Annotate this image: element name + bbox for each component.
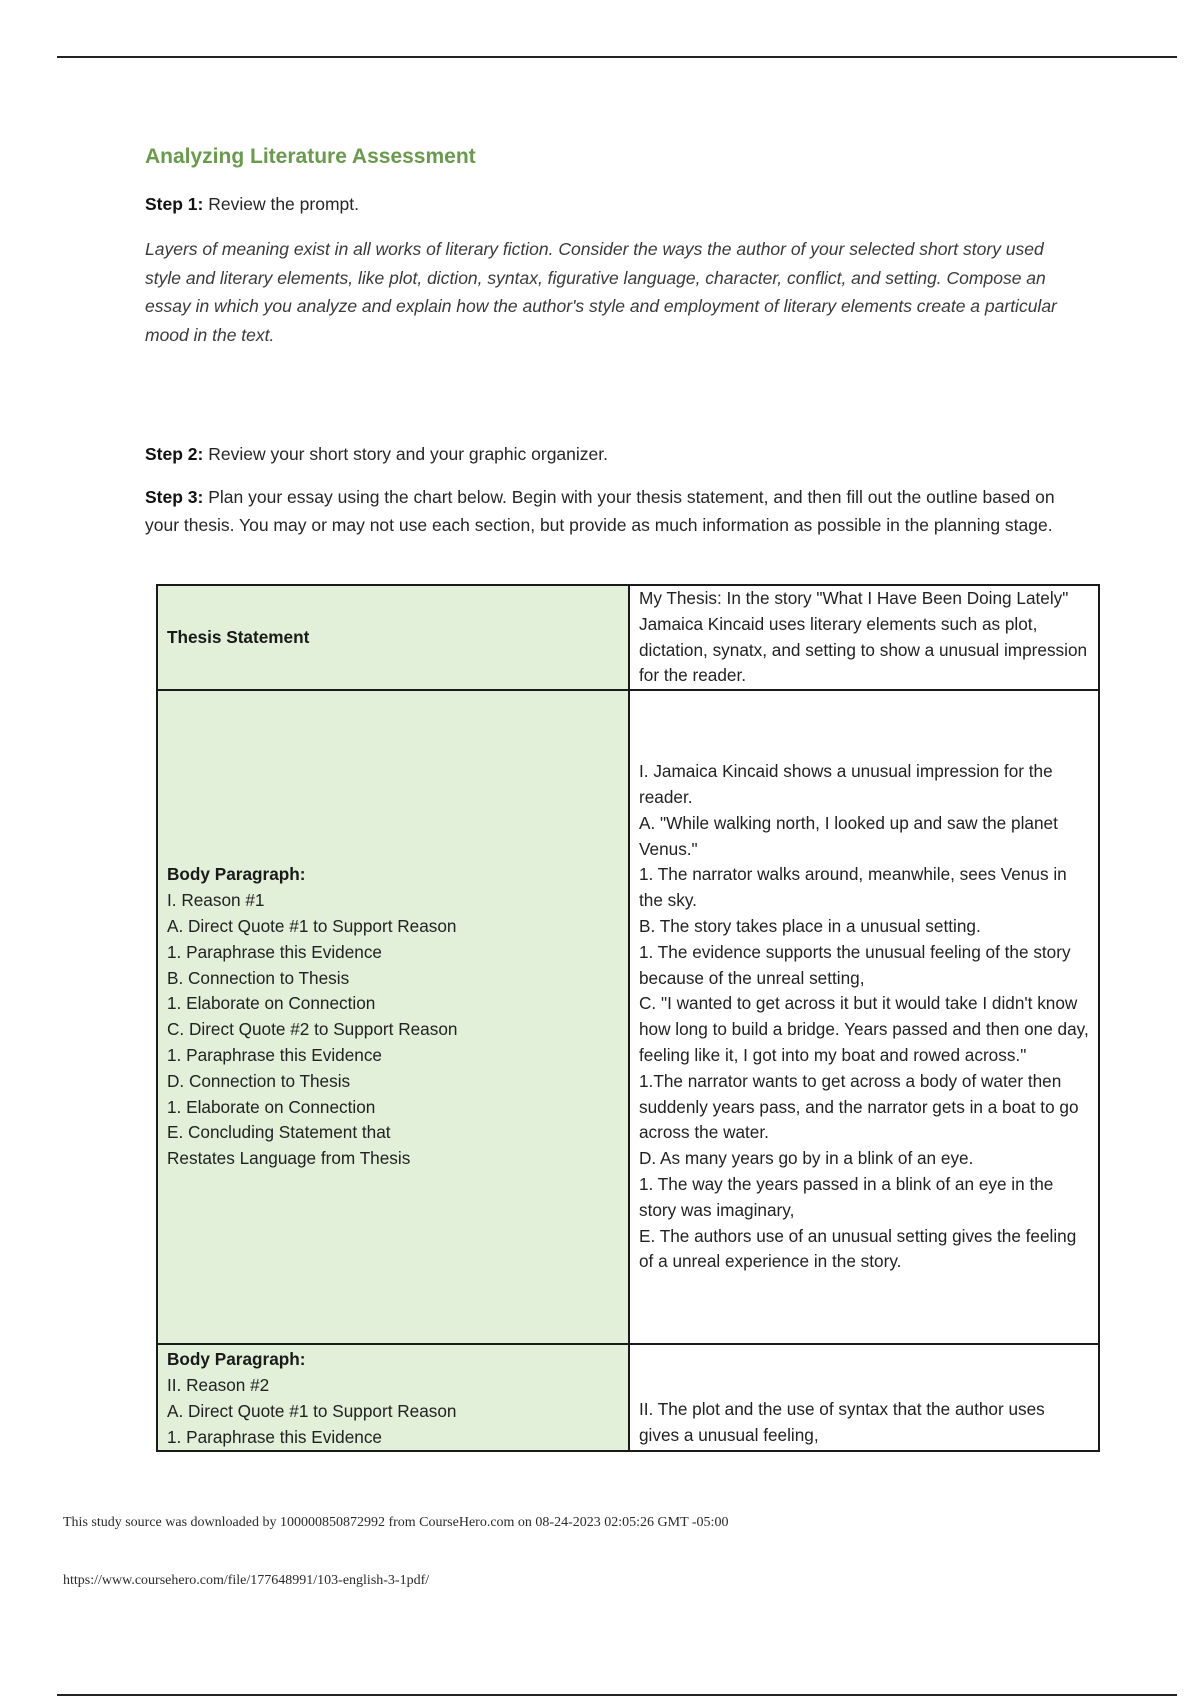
page-title: Analyzing Literature Assessment — [145, 145, 476, 168]
thesis-label-cell — [157, 585, 629, 690]
outline-item: B. Connection to Thesis — [167, 967, 350, 988]
outline-item: A. Direct Quote #1 to Support Reason — [167, 916, 457, 936]
outline-item: 1. Elaborate on Connection — [167, 1096, 376, 1117]
download-notice: This study source was downloaded by 100000850872992 from CourseHero.com on 08-24-2023 02:05:26 GMT -05:00 — [63, 1515, 729, 1530]
step-3-label: Step 3: — [145, 487, 204, 507]
response-item: 1. The evidence supports the unusual feeling of the story because of the unreal setting, — [639, 941, 1071, 988]
step-3-text: Plan your essay using the chart below. Begin with your thesis statement, and then fill out the outline based on your thesis. You may or may not use each section, but provide as much information as possible in the planning stage. — [145, 487, 1055, 535]
response-item: D. As many years go by in a blink of an eye. — [639, 1148, 974, 1169]
response-item: C. "I wanted to get across it but it would take I didn't know how long to build a bridge. Years passed and then one day, feeling like it, I got into my boat and rowed across." — [639, 993, 1089, 1065]
step-3 — [145, 483, 1080, 539]
response-item: E. The authors use of an unusual setting gives the feeling of a unreal experience in the story. — [639, 1225, 1077, 1272]
body-paragraph-2-row — [157, 1344, 1099, 1451]
body-paragraph-1-row — [157, 690, 1099, 1344]
essay-planning-chart — [156, 584, 1100, 1452]
top-rule — [57, 56, 1177, 58]
thesis-label: Thesis Statement — [167, 626, 310, 647]
essay-prompt: Layers of meaning exist in all works of literary fiction. Consider the ways the author of your selected short story used style and literary elements, like plot, diction, syntax, figurative language, character, conflict, and setting. Compose an essay in which you analyze and explain how the author's style and employment of literary elements create a particular mood in the text. — [145, 239, 1057, 345]
step-1-label: Step 1: — [145, 194, 204, 214]
outline-item: II. Reason #2 — [167, 1374, 270, 1395]
outline-item: D. Connection to Thesis — [167, 1070, 351, 1091]
outline-item: Restates Language from Thesis — [167, 1148, 411, 1169]
step-1-text: Review the prompt. — [203, 194, 359, 214]
response-item: A. "While walking north, I looked up and saw the planet Venus." — [639, 812, 1058, 859]
body-paragraph-2-response-cell — [629, 1344, 1099, 1451]
outline-item: A. Direct Quote #1 to Support Reason — [167, 1400, 457, 1421]
body-paragraph-2-response: II. The plot and the use of syntax that the author uses gives a unusual feeling, — [639, 1398, 1045, 1445]
bottom-rule — [57, 1694, 1177, 1696]
response-item: 1. The narrator walks around, meanwhile, sees Venus in the sky. — [639, 864, 1067, 911]
response-item: B. The story takes place in a unusual setting. — [639, 916, 981, 936]
step-2-label: Step 2: — [145, 444, 204, 464]
thesis-response-cell — [629, 585, 1099, 690]
outline-item: 1. Paraphrase this Evidence — [167, 941, 382, 962]
step-2 — [145, 440, 1080, 468]
body-paragraph-1-outline-cell — [157, 690, 629, 1344]
outline-item: E. Concluding Statement that — [167, 1122, 391, 1143]
body-paragraph-2-heading: Body Paragraph: — [167, 1349, 306, 1370]
step-2-text: Review your short story and your graphic organizer. — [203, 444, 608, 464]
outline-item: I. Reason #1 — [167, 890, 265, 911]
outline-item: 1. Paraphrase this Evidence — [167, 1426, 382, 1447]
response-item: 1.The narrator wants to get across a body of water then suddenly years pass, and the narrator gets in a boat to go across the water. — [639, 1070, 1079, 1143]
body-paragraph-1-response-cell — [629, 690, 1099, 1344]
outline-item: C. Direct Quote #2 to Support Reason — [167, 1019, 458, 1040]
thesis-row — [157, 585, 1099, 690]
step-1 — [145, 190, 1080, 218]
outline-item: 1. Elaborate on Connection — [167, 993, 376, 1014]
outline-item: 1. Paraphrase this Evidence — [167, 1044, 382, 1065]
thesis-response: My Thesis: In the story "What I Have Been Doing Lately" Jamaica Kincaid uses literary elements such as plot, dictation, synatx, and setting to show a unusual impression for the reader. — [639, 588, 1088, 686]
body-paragraph-2-outline-cell — [157, 1344, 629, 1451]
response-item: I. Jamaica Kincaid shows a unusual impression for the reader. — [639, 761, 1053, 808]
body-paragraph-1-heading: Body Paragraph: — [167, 864, 306, 885]
response-item: 1. The way the years passed in a blink of an eye in the story was imaginary, — [639, 1173, 1054, 1220]
source-url[interactable]: https://www.coursehero.com/file/177648991/103-english-3-1pdf/ — [63, 1573, 430, 1588]
